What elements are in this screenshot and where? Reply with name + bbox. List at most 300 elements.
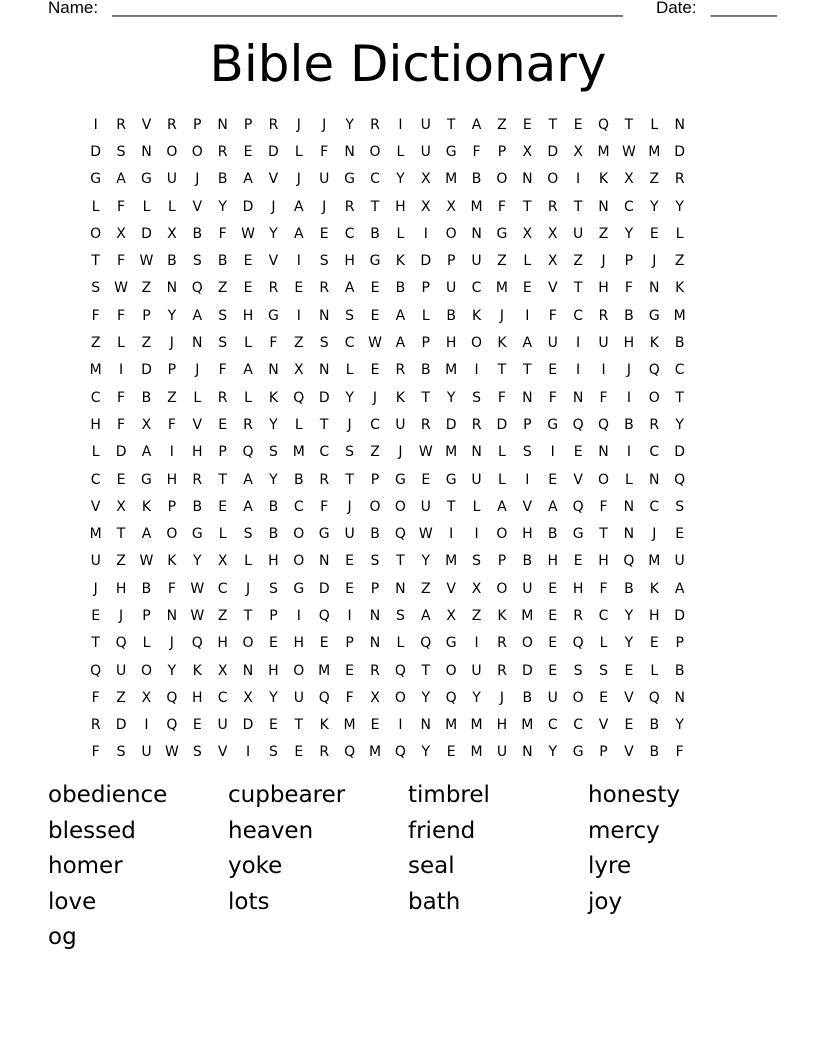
- grid-letter: E: [522, 280, 532, 297]
- grid-letter: F: [91, 744, 100, 761]
- grid-letter: Y: [675, 198, 684, 215]
- grid-letter: F: [497, 198, 506, 215]
- grid-letter: P: [624, 253, 634, 270]
- grid-letter: U: [344, 526, 355, 543]
- grid-letter: H: [191, 689, 203, 706]
- grid-letter: V: [268, 253, 279, 270]
- grid-letter: D: [674, 143, 686, 160]
- grid-row: [83, 439, 743, 466]
- grid-row: [83, 220, 743, 247]
- grid-letter: N: [166, 280, 178, 297]
- grid-letter: T: [446, 498, 456, 515]
- grid-row: [83, 657, 743, 684]
- grid-letter: L: [624, 471, 633, 488]
- word-list-item: joy: [588, 888, 623, 915]
- grid-letter: T: [243, 607, 253, 624]
- grid-letter: Z: [141, 280, 152, 297]
- grid-letter: R: [268, 280, 279, 297]
- page-title: Bible Dictionary: [209, 35, 607, 93]
- grid-letter: G: [141, 471, 152, 488]
- grid-letter: E: [294, 280, 304, 297]
- grid-letter: B: [471, 171, 482, 188]
- grid-letter: K: [141, 498, 152, 515]
- grid-letter: V: [598, 717, 609, 734]
- grid-letter: M: [673, 307, 686, 324]
- grid-letter: N: [192, 335, 203, 352]
- grid-letter: O: [496, 526, 508, 543]
- grid-letter: L: [498, 444, 506, 461]
- grid-letter: O: [90, 225, 102, 242]
- grid-letter: M: [318, 662, 331, 679]
- grid-letter: M: [495, 280, 508, 297]
- grid-letter: M: [597, 143, 610, 160]
- grid-letter: A: [294, 225, 304, 242]
- grid-letter: F: [117, 416, 126, 433]
- grid-letter: L: [396, 225, 405, 242]
- grid-letter: Y: [624, 225, 634, 242]
- grid-letter: E: [319, 635, 329, 652]
- grid-letter: S: [395, 607, 405, 624]
- grid-letter: E: [345, 580, 355, 597]
- grid-letter: W: [139, 253, 154, 270]
- grid-letter: C: [90, 389, 101, 406]
- grid-letter: M: [648, 553, 661, 570]
- grid-letter: E: [548, 662, 558, 679]
- grid-letter: A: [674, 580, 685, 597]
- grid-letter: U: [420, 116, 431, 133]
- grid-letter: C: [598, 607, 609, 624]
- word-list-item: friend: [408, 817, 476, 844]
- grid-letter: S: [268, 744, 278, 761]
- grid-letter: I: [576, 171, 581, 188]
- grid-letter: S: [268, 580, 278, 597]
- grid-letter: Y: [675, 416, 684, 433]
- grid-letter: F: [548, 389, 557, 406]
- grid-row: [83, 739, 743, 766]
- grid-letter: Q: [674, 471, 686, 488]
- header-line: [48, 0, 777, 19]
- grid-letter: K: [192, 662, 202, 679]
- grid-letter: V: [547, 280, 558, 297]
- grid-letter: G: [445, 143, 457, 160]
- grid-letter: T: [573, 198, 583, 215]
- grid-letter: I: [245, 744, 251, 761]
- grid-letter: X: [420, 198, 431, 215]
- grid-letter: T: [116, 526, 126, 543]
- grid-letter: G: [344, 171, 356, 188]
- grid-letter: B: [547, 526, 558, 543]
- grid-letter: I: [296, 253, 301, 270]
- grid-letter: E: [624, 662, 634, 679]
- grid-letter: F: [117, 253, 126, 270]
- grid-letter: E: [370, 717, 380, 734]
- grid-letter: Q: [572, 498, 584, 515]
- word-list-item: homer: [48, 853, 123, 879]
- grid-letter: P: [370, 471, 380, 488]
- grid-letter: Q: [572, 416, 584, 433]
- grid-letter: I: [626, 389, 631, 406]
- grid-letter: C: [344, 225, 355, 242]
- word-list-item: og: [48, 924, 77, 950]
- grid-letter: S: [472, 389, 481, 406]
- grid-letter: G: [369, 253, 381, 270]
- word-list-item: timbrel: [408, 782, 490, 808]
- grid-letter: N: [318, 553, 330, 570]
- grid-letter: P: [269, 607, 278, 624]
- grid-letter: B: [294, 471, 304, 488]
- grid-letter: J: [93, 580, 98, 597]
- grid-letter: O: [394, 689, 406, 706]
- grid-letter: G: [572, 744, 584, 761]
- grid-letter: D: [268, 143, 279, 160]
- grid-letter: J: [372, 389, 378, 406]
- grid-letter: L: [142, 198, 151, 215]
- grid-letter: J: [271, 198, 276, 215]
- grid-letter: R: [497, 662, 507, 679]
- grid-letter: M: [470, 198, 483, 215]
- grid-letter: Y: [421, 744, 431, 761]
- grid-letter: K: [167, 553, 177, 570]
- grid-letter: Z: [90, 335, 101, 352]
- grid-letter: R: [547, 198, 558, 215]
- grid-letter: K: [675, 280, 685, 297]
- grid-letter: D: [547, 143, 559, 160]
- grid-letter: B: [674, 335, 685, 352]
- grid-letter: E: [91, 607, 101, 624]
- grid-letter: D: [90, 143, 102, 160]
- grid-letter: E: [345, 553, 355, 570]
- grid-letter: O: [242, 635, 254, 652]
- grid-letter: B: [420, 362, 431, 379]
- grid-letter: Y: [269, 471, 278, 488]
- grid-letter: S: [522, 444, 532, 461]
- grid-letter: A: [116, 171, 126, 188]
- grid-letter: A: [547, 498, 558, 515]
- name-label: Name:: [48, 0, 99, 17]
- grid-letter: U: [420, 498, 431, 515]
- grid-letter: D: [242, 198, 254, 215]
- grid-letter: J: [195, 171, 200, 188]
- grid-letter: L: [142, 635, 151, 652]
- grid-letter: B: [649, 744, 660, 761]
- grid-letter: Q: [394, 744, 406, 761]
- grid-letter: U: [572, 225, 584, 242]
- grid-letter: D: [242, 717, 254, 734]
- grid-letter: Z: [167, 389, 177, 406]
- grid-letter: Q: [445, 689, 457, 706]
- grid-letter: U: [217, 717, 228, 734]
- grid-letter: O: [547, 171, 559, 188]
- grid-letter: Y: [345, 116, 354, 133]
- grid-letter: F: [599, 389, 608, 406]
- grid-letter: K: [471, 307, 482, 324]
- grid-letter: N: [369, 635, 381, 652]
- grid-letter: A: [395, 335, 406, 352]
- grid-letter: D: [318, 389, 330, 406]
- grid-letter: G: [268, 307, 279, 324]
- grid-letter: E: [294, 744, 304, 761]
- grid-row: [83, 357, 743, 384]
- grid-letter: D: [674, 607, 686, 624]
- grid-letter: I: [474, 635, 479, 652]
- grid-letter: N: [217, 116, 228, 133]
- grid-letter: F: [599, 580, 608, 597]
- word-list: [48, 778, 768, 956]
- grid-letter: R: [90, 717, 101, 734]
- grid-letter: J: [601, 253, 606, 270]
- grid-letter: L: [675, 225, 684, 242]
- grid-letter: M: [445, 171, 458, 188]
- grid-letter: L: [650, 116, 659, 133]
- grid-letter: Y: [396, 171, 405, 188]
- grid-letter: N: [369, 607, 381, 624]
- grid-row: [83, 712, 743, 739]
- date-field[interactable]: _______: [710, 0, 777, 17]
- grid-letter: U: [319, 171, 330, 188]
- name-field[interactable]: ______________________________________________________: [112, 0, 623, 17]
- grid-letter: E: [649, 225, 659, 242]
- grid-letter: C: [90, 471, 101, 488]
- grid-letter: V: [90, 498, 101, 515]
- grid-row: [83, 166, 743, 193]
- grid-letter: G: [293, 580, 305, 597]
- grid-letter: G: [496, 225, 508, 242]
- grid-letter: Q: [293, 389, 305, 406]
- grid-letter: L: [294, 416, 303, 433]
- word-list-item: lyre: [588, 853, 632, 879]
- grid-letter: U: [547, 335, 558, 352]
- grid-letter: X: [547, 253, 558, 270]
- grid-letter: P: [370, 580, 380, 597]
- grid-letter: E: [573, 444, 583, 461]
- grid-letter: U: [496, 744, 508, 761]
- grid-letter: H: [598, 280, 609, 297]
- grid-letter: A: [420, 607, 431, 624]
- grid-letter: E: [370, 280, 380, 297]
- grid-letter: A: [344, 280, 355, 297]
- grid-letter: B: [624, 416, 634, 433]
- grid-letter: X: [141, 689, 152, 706]
- grid-letter: V: [573, 471, 583, 488]
- grid-letter: G: [191, 526, 203, 543]
- grid-letter: D: [521, 662, 533, 679]
- grid-letter: U: [90, 553, 101, 570]
- grid-letter: E: [116, 471, 126, 488]
- grid-letter: X: [294, 362, 304, 379]
- grid-letter: X: [573, 143, 583, 160]
- grid-letter: C: [217, 580, 228, 597]
- grid-letter: P: [243, 116, 253, 133]
- grid-letter: S: [268, 444, 278, 461]
- grid-letter: E: [548, 607, 558, 624]
- grid-letter: X: [243, 689, 253, 706]
- grid-letter: Q: [597, 116, 610, 133]
- grid-letter: Z: [598, 225, 609, 242]
- grid-letter: N: [674, 116, 685, 133]
- grid-letter: I: [144, 717, 149, 734]
- grid-letter: S: [573, 662, 583, 679]
- grid-letter: I: [423, 225, 428, 242]
- grid-letter: O: [445, 662, 457, 679]
- grid-letter: F: [599, 498, 608, 515]
- grid-letter: U: [674, 553, 685, 570]
- grid-row: [83, 575, 743, 602]
- grid-letter: L: [345, 362, 354, 379]
- grid-letter: Y: [472, 689, 481, 706]
- grid-letter: L: [421, 307, 430, 324]
- grid-letter: G: [445, 635, 457, 652]
- word-list-item: mercy: [588, 817, 660, 844]
- grid-letter: C: [471, 280, 482, 297]
- grid-row: [83, 384, 743, 411]
- grid-letter: T: [370, 198, 380, 215]
- grid-letter: Y: [675, 717, 684, 734]
- grid-letter: W: [241, 225, 255, 242]
- grid-letter: U: [471, 662, 482, 679]
- grid-letter: S: [243, 526, 253, 543]
- grid-letter: F: [167, 580, 176, 597]
- grid-letter: Y: [218, 198, 227, 215]
- grid-letter: T: [345, 471, 354, 488]
- grid-letter: J: [322, 116, 327, 133]
- grid-letter: U: [522, 580, 533, 597]
- grid-letter: P: [421, 335, 430, 352]
- grid-letter: E: [675, 526, 685, 543]
- grid-letter: X: [167, 225, 177, 242]
- grid-letter: I: [525, 307, 530, 324]
- grid-letter: H: [344, 253, 355, 270]
- grid-letter: R: [598, 307, 609, 324]
- grid-letter: S: [116, 744, 126, 761]
- grid-letter: J: [398, 444, 403, 461]
- grid-letter: O: [445, 225, 457, 242]
- grid-letter: R: [192, 471, 203, 488]
- grid-letter: Y: [269, 225, 278, 242]
- grid-letter: O: [191, 143, 203, 160]
- grid-letter: B: [674, 662, 685, 679]
- grid-letter: Z: [471, 607, 482, 624]
- grid-letter: E: [192, 717, 202, 734]
- grid-letter: K: [649, 335, 659, 352]
- word-list-item: bath: [408, 888, 461, 915]
- grid-letter: Q: [242, 444, 254, 461]
- grid-letter: B: [217, 253, 228, 270]
- grid-letter: N: [522, 171, 533, 188]
- grid-letter: P: [142, 607, 151, 624]
- grid-letter: F: [320, 143, 329, 160]
- grid-letter: I: [169, 444, 174, 461]
- grid-letter: I: [576, 362, 581, 379]
- grid-letter: X: [217, 662, 228, 679]
- grid-letter: I: [474, 526, 479, 543]
- grid-letter: J: [652, 253, 657, 270]
- grid-letter: G: [547, 416, 559, 433]
- grid-letter: R: [674, 171, 685, 188]
- grid-letter: L: [396, 635, 405, 652]
- grid-letter: B: [192, 498, 203, 515]
- grid-letter: V: [192, 416, 203, 433]
- grid-letter: R: [649, 416, 660, 433]
- grid-letter: J: [119, 607, 124, 624]
- grid-letter: R: [116, 116, 126, 133]
- grid-letter: S: [319, 335, 329, 352]
- grid-letter: S: [91, 280, 101, 297]
- grid-letter: T: [294, 717, 304, 734]
- grid-letter: R: [497, 635, 507, 652]
- grid-letter: G: [394, 471, 406, 488]
- grid-letter: N: [522, 744, 533, 761]
- grid-letter: W: [621, 143, 636, 160]
- grid-letter: H: [166, 471, 178, 488]
- grid-letter: N: [344, 143, 355, 160]
- grid-letter: E: [624, 717, 634, 734]
- grid-letter: W: [139, 553, 154, 570]
- grid-letter: V: [141, 116, 152, 133]
- grid-letter: H: [395, 198, 406, 215]
- grid-letter: V: [217, 744, 228, 761]
- grid-letter: Q: [191, 635, 203, 652]
- grid-letter: O: [597, 471, 610, 488]
- grid-letter: F: [269, 335, 278, 352]
- grid-letter: K: [497, 335, 507, 352]
- grid-letter: S: [192, 744, 202, 761]
- grid-letter: I: [398, 116, 403, 133]
- grid-letter: E: [370, 362, 380, 379]
- grid-letter: E: [548, 362, 558, 379]
- grid-letter: F: [117, 389, 126, 406]
- grid-letter: H: [293, 635, 305, 652]
- grid-letter: P: [167, 498, 177, 515]
- grid-letter: C: [649, 444, 660, 461]
- grid-letter: T: [599, 526, 608, 543]
- grid-letter: E: [548, 580, 558, 597]
- grid-letter: O: [394, 498, 406, 515]
- grid-letter: H: [598, 553, 609, 570]
- grid-letter: Q: [344, 744, 356, 761]
- grid-letter: I: [296, 607, 301, 624]
- grid-letter: B: [141, 580, 152, 597]
- grid-letter: E: [573, 553, 583, 570]
- word-list-item: obedience: [48, 782, 168, 808]
- grid-letter: D: [141, 225, 152, 242]
- grid-letter: Y: [192, 553, 202, 570]
- grid-letter: Z: [573, 253, 583, 270]
- grid-letter: J: [169, 635, 174, 652]
- word-list-item: lots: [228, 888, 270, 915]
- grid-letter: Z: [497, 116, 507, 133]
- grid-letter: V: [624, 689, 634, 706]
- grid-letter: P: [421, 280, 430, 297]
- grid-letter: L: [498, 471, 506, 488]
- grid-letter: E: [269, 717, 278, 734]
- grid-letter: A: [243, 498, 253, 515]
- grid-letter: E: [218, 416, 228, 433]
- grid-letter: N: [598, 198, 609, 215]
- grid-letter: O: [369, 498, 381, 515]
- grid-letter: M: [470, 744, 483, 761]
- grid-letter: B: [370, 225, 380, 242]
- grid-letter: K: [395, 253, 405, 270]
- grid-letter: S: [345, 307, 355, 324]
- grid-letter: M: [89, 526, 102, 543]
- grid-letter: T: [396, 553, 405, 570]
- grid-letter: X: [217, 553, 228, 570]
- grid-row: [83, 602, 743, 629]
- grid-letter: S: [116, 143, 126, 160]
- grid-letter: Z: [420, 580, 431, 597]
- grid-letter: I: [601, 362, 606, 379]
- grid-letter: E: [446, 744, 456, 761]
